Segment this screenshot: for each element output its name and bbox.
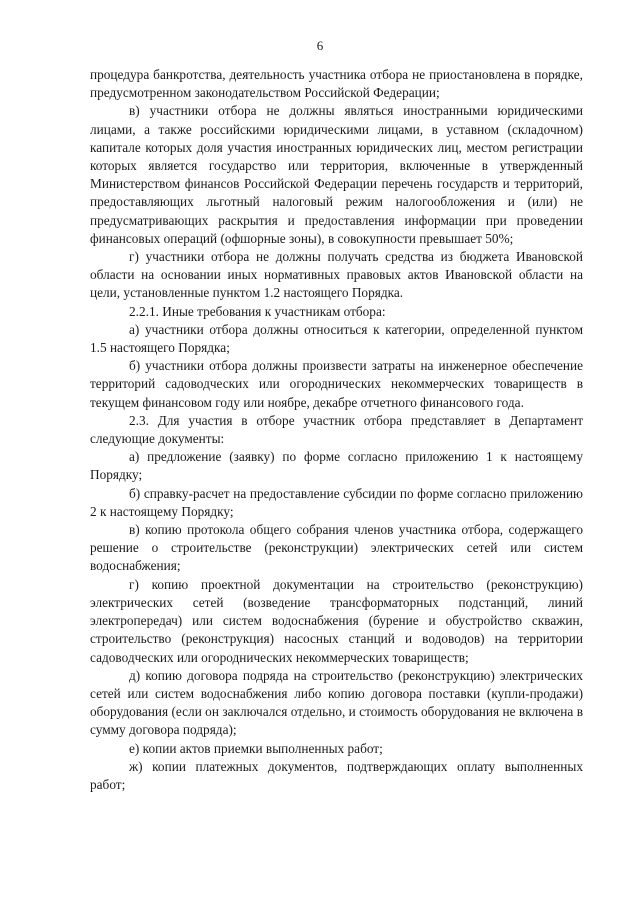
page-number: 6	[316, 38, 324, 53]
paragraph-document-v: в) копию протокола общего собрания членов участника отбора, содержащего решение о строительстве (реконструкции) электрических сетей или систем водоснабжения;	[90, 522, 583, 574]
paragraph-document-e: е) копии актов приемки выполненных работ;	[129, 740, 383, 756]
page-body	[90, 66, 583, 794]
paragraph-document-a: а) предложение (заявку) по форме согласно приложению 1 к настоящему Порядку;	[90, 449, 583, 483]
paragraph-clause-v: в) участники отбора не должны являться иностранными юридическими лицами, а также российскими юридическими лицами, в уставном (складочном) капитале которых доля участия иностранных юридических лиц, местом регистрации которых является государство или территория, включенные в утвержденный Министерством финансов Российской Федерации перечень государств и территорий, предоставляющих льготный налоговый режим налогообложения и (или) не предусматривающих раскрытия и предоставления информации при проведении финансовых операций (офшорные зоны), в совокупности превышает 50%;	[90, 103, 583, 246]
paragraph-document-b: б) справку-расчет на предоставление субсидии по форме согласно приложению 2 к настоящему Порядку;	[90, 485, 583, 519]
paragraph-bankruptcy-continuation: процедура банкротства, деятельность участника отбора не приостановлена в порядке, предусмотренном законодательством Российской Федерации;	[90, 67, 583, 101]
paragraph-clause-g: г) участники отбора не должны получать средства из бюджета Ивановской области на основании иных нормативных правовых актов Ивановской области на цели, установленные пунктом 1.2 настоящего Порядка.	[90, 249, 583, 301]
paragraph-document-g: г) копию проектной документации на строительство (реконструкцию) электрических сетей (возведение трансформаторных подстанций, линий электропередач) или систем водоснабжения (бурение и обустройство скважин, строительство (реконструкция) насосных станций и водоводов) на территории садоводческих или огороднических некоммерческих товариществ;	[90, 576, 583, 665]
paragraph-requirement-a: а) участники отбора должны относиться к категории, определенной пунктом 1.5 настоящего Порядка;	[90, 321, 583, 356]
paragraph-section-2-2-1: 2.2.1. Иные требования к участникам отбора:	[129, 303, 386, 319]
paragraph-document-d: д) копию договора подряда на строительство (реконструкцию) электрических сетей или систем водоснабжения либо копию договора поставки (купли-продажи) оборудования (если он заключался отдельно, и стоимость оборудования не включена в сумму договора подряда);	[90, 667, 583, 738]
paragraph-requirement-b: б) участники отбора должны произвести затраты на инженерное обеспечение территорий садоводческих или огороднических некоммерческих товариществ в текущем финансовом году или ноябре, декабре отчетного финансового года.	[90, 358, 583, 410]
paragraph-section-2-3: 2.3. Для участия в отборе участник отбора представляет в Департамент следующие документы:	[90, 412, 583, 447]
paragraph-document-zh: ж) копии платежных документов, подтверждающих оплату выполненных работ;	[90, 758, 583, 792]
